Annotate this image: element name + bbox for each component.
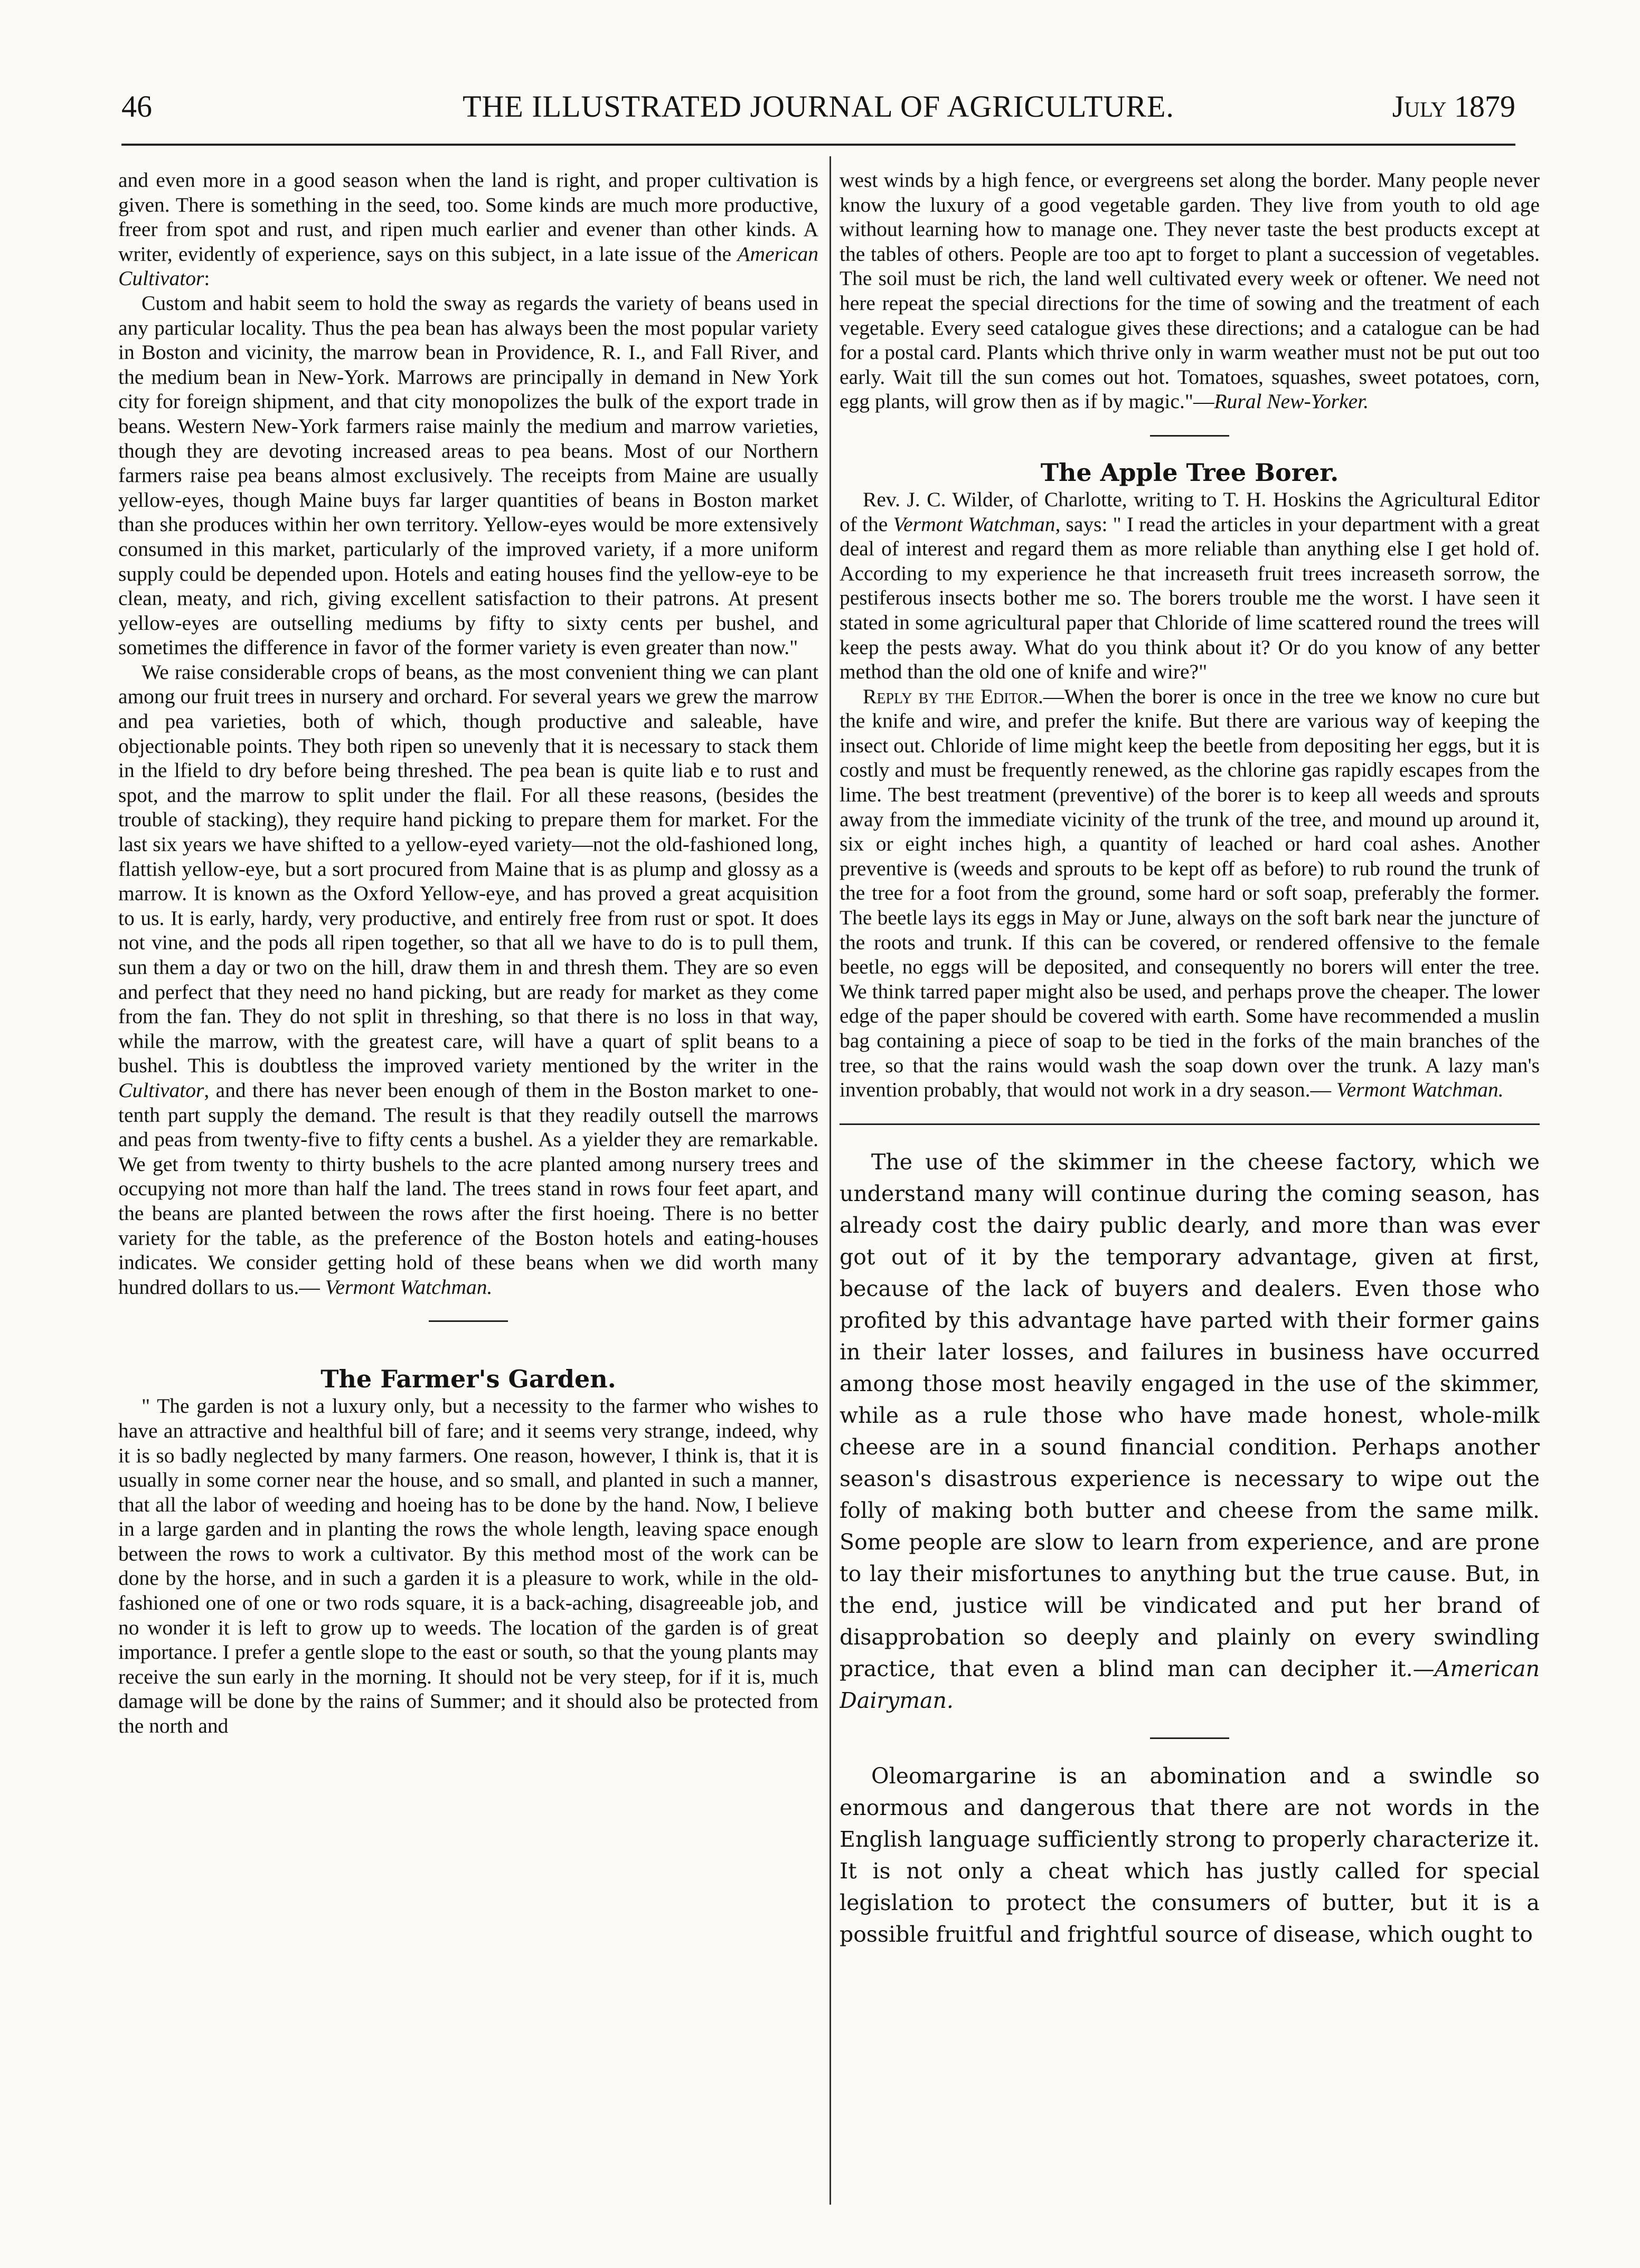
- bean-experience-paragraph: We raise considerable crops of beans, as the most convenient thing we can plant among our fruit trees in nursery and orchard. For several years we grew the marrow and pea varieties, both of which, though productive and saleable, have objectionable points. They both ripen so unevenly that it is necessary to stack them in the lfield to dry before being threshed. The pea bean is quite liab e to rust and spot, and the marrow to split under the flail. For all these reasons, (besides the trouble of stacking), they require hand picking to prepare them for market. For the last six years we have shifted to a yellow-eyed variety—not the old-fashioned long, flattish yellow-eye, but a sort procured from Maine that is as plump and glossy as a marrow. It is known as the Oxford Yellow-eye, and has proved a great acquisition to us. It is early, hardy, very productive, and entirely free from rust or spot. It does not vine, and the pods all ripen together, so that all we have to do is to pull them, sun them a day or two on the hill, draw them in and thresh them. They are so even and perfect that they need no hand picking, but are ready for market as they come from the fan. They do not split in threshing, so that there is no loss in that way, while the marrow, with the greatest care, will have a quart of split beans to a bushel. This is doubtless the improved variety mentioned by the writer in the Cultivator, and there has never been enough of them in the Boston market to one-tenth part supply the demand. The result is that they readily outsell the marrows and peas from twenty-five to fifty cents a bushel. As a yielder they are remarkable. We get from twenty to thirty bushels to the acre planted among nursery trees and occupying not more than half the land. The trees stand in rows four feet apart, and the beans are planted between the rows after the first hoeing. There is no better variety for the table, as the preference of the Boston hotels and eating-houses indicates. We consider getting hold of these beans when we did worth many hundred dollars to us.— Vermont Watchman.: [118, 660, 818, 1299]
- credit-vermont-watchman: Vermont Watchman.: [325, 1275, 493, 1299]
- borer-reply-paragraph: Reply by the Editor.—When the borer is once in the tree we know no cure but the knife and wire, and prefer the knife. But there are various way of keeping the insect out. Chloride of lime might keep the beetle from depositing her eggs, but it is costly and must be frequently renewed, as the chlorine gas rapidly escapes from the lime. The best treatment (preventive) of the borer is to keep all weeds and sprouts away from the immediate vicinity of the trunk of the tree, and mound up around it, six or eight inches high, a quantity of leached or hard coal ashes. Another preventive is (weeds and sprouts to be kept off as before) to rub round the trunk of the tree for a foot from the ground, some hard or soft soap, preferably the former. The beetle lays its eggs in May or June, always on the soft bark near the juncture of the roots and trunk. If this can be covered, or rendered offensive to the female beetle, no eggs will be deposited, and consequently no borers will enter the tree. We think tarred paper might also be used, and perhaps prove the cheaper. The lower edge of the paper should be covered with earth. Some have recommended a muslin bag containing a piece of soap to be tied in the forks of the main branches of the tree, so that the rains would wash the soap down over the trunk. A lazy man's invention probably, that would not work in a dry season.— Vermont Watchman.: [840, 684, 1540, 1102]
- left-column: [118, 168, 818, 2206]
- credit-american-dairyman: American Dairyman.: [840, 1656, 1540, 1713]
- garden-paragraph-continued: west winds by a high fence, or evergreens set along the border. Many people never know the luxury of a good vegetable garden. They live from youth to old age without learning how to manage one. They never taste the best products except at the tables of others. People are too apt to forget to plant a succession of vegetables. The soil must be rich, the land well cultivated every week or oftener. We need not here repeat the special directions for the time of sowing and the treatment of each vegetable. Every seed catalogue gives these directions; and a catalogue can be had for a postal card. Plants which thrive only in warm weather must not be put out too early. Wait till the sun comes out hot. Tomatoes, squashes, sweet potatoes, corn, egg plants, will grow then as if by magic."—Rural New-Yorker.: [840, 168, 1540, 413]
- page-number: 46: [121, 89, 152, 124]
- source-vermont-watchman: Vermont Watchman,: [893, 512, 1061, 536]
- bean-intro-paragraph: and even more in a good season when the land is right, and proper cultivation is given. There is something in the seed, too. Some kinds are much more productive, freer from spot and rust, and ripen much earlier and evener than other kinds. A writer, evidently of experience, says on this subject, in a late issue of the American Cultivator:: [118, 168, 818, 290]
- skimmer-paragraph: The use of the skimmer in the cheese factory, which we understand many will continue during the coming season, has already cost the dairy public dearly, and more than was ever got out of it by the temporary advantage, given at first, because of the lack of buyers and dealers. Even those who profited by this advantage have parted with their former gains in their later losses, and failures in business have occurred among those most heavily engaged in the use of the skimmer, while as a rule those who have made honest, whole-milk cheese are in a sound financial condition. Perhaps another season's disastrous experience is necessary to wipe out the folly of making both butter and cheese from the same milk. Some people are slow to learn from experience, and are prone to lay their misfortunes to anything but the true cause. But, in the end, justice will be vindicated and put her brand of disapprobation so deeply and plainly on every swindling practice, that even a blind man can decipher it.—American Dairyman.: [840, 1149, 1540, 1713]
- header-rule: [121, 144, 1515, 146]
- column-divider: [830, 156, 831, 2205]
- source-american-cultivator: American Cultivator: [118, 242, 818, 290]
- oleomargarine-paragraph: Oleomargarine is an abomination and a swindle so enormous and dangerous that there are not words in the English language sufficiently strong to properly characterize it. It is not only a cheat which has justly called for special legislation to protect the consumers of butter, but it is a possible fruitful and frightful source of disease, which ought to: [840, 1763, 1540, 1947]
- page-header: [121, 86, 1515, 133]
- right-column: [840, 168, 1540, 2206]
- farmers-garden-heading: The Farmer's Garden.: [321, 1365, 616, 1394]
- borer-letter-paragraph: Rev. J. C. Wilder, of Charlotte, writing to T. H. Hoskins the Agricultural Editor of the Vermont Watchman, says: " I read the articles in your department with a great deal of interest and regard them as more reliable than anything else I get hold of. According to my experience he that increaseth fruit trees increaseth sorrow, the pestiferous insects bother me so. The borers trouble me the worst. I have seen it stated in some agricultural paper that Chloride of lime scattered round the trees will keep the pests away. What do you think about it? Or do you know of any better method than the old one of knife and wire?": [840, 487, 1540, 684]
- bean-quote-paragraph: Custom and habit seem to hold the sway as regards the variety of beans used in any particular locality. Thus the pea bean has always been the most popular variety in Boston and vicinity, the marrow bean in Providence, R. I., and Fall River, and the medium bean in New-York. Marrows are principally in demand in New York city for foreign shipment, and that city monopolizes the bulk of the export trade in beans. Western New-York farmers raise mainly the medium and marrow varieties, though they are devoting increased areas to pea beans. Most of our Northern farmers raise pea beans almost exclusively. The receipts from Maine are usually yellow-eyes, though Maine buys far larger quantities of beans in Boston market than she produces within her own territory. Yellow-eyes would be more extensively consumed in this market, particularly of the improved variety, if a more uniform supply could be depended upon. Hotels and eating houses find the yellow-eye to be clean, meaty, and rich, giving excellent satisfaction to their patrons. At present yellow-eyes are outselling mediums by fifty to sixty cents per bushel, and sometimes the difference in favor of the former variety is even greater than now.": [118, 291, 818, 659]
- apple-tree-borer-heading: The Apple Tree Borer.: [1040, 458, 1339, 487]
- reply-label: Reply by the Editor.: [863, 684, 1043, 708]
- journal-title: THE ILLUSTRATED JOURNAL OF AGRICULTURE.: [463, 89, 1174, 124]
- issue-date: July 1879: [1392, 89, 1515, 124]
- credit-rural-new-yorker: Rural New-Yorker.: [1214, 390, 1369, 413]
- source-cultivator: Cultivator: [118, 1078, 204, 1102]
- garden-paragraph: " The garden is not a luxury only, but a necessity to the farmer who wishes to have an attractive and healthful bill of fare; and it seems very strange, indeed, why it is so badly neglected by many farmers. One reason, however, I think is, that it is usually in some corner near the house, and so small, and planted in such a manner, that all the labor of weeding and hoeing has to be done by the hand. Now, I believe in a large garden and in planting the rows the whole length, leaving space enough between the rows to work a cultivator. By this method most of the work can be done by the horse, and in such a garden it is a pleasure to work, while in the old-fashioned one of one or two rods square, it is a back-aching, disagreeable job, and no wonder it is left to grow up to weeds. The location of the garden is of great importance. I prefer a gentle slope to the east or south, so that the young plants may receive the sun early in the morning. It should not be very steep, for if it is, much damage will be done by the rains of Summer; and it should also be protected from the north and: [118, 1394, 818, 1738]
- credit-vermont-watchman: Vermont Watchman.: [1336, 1078, 1504, 1102]
